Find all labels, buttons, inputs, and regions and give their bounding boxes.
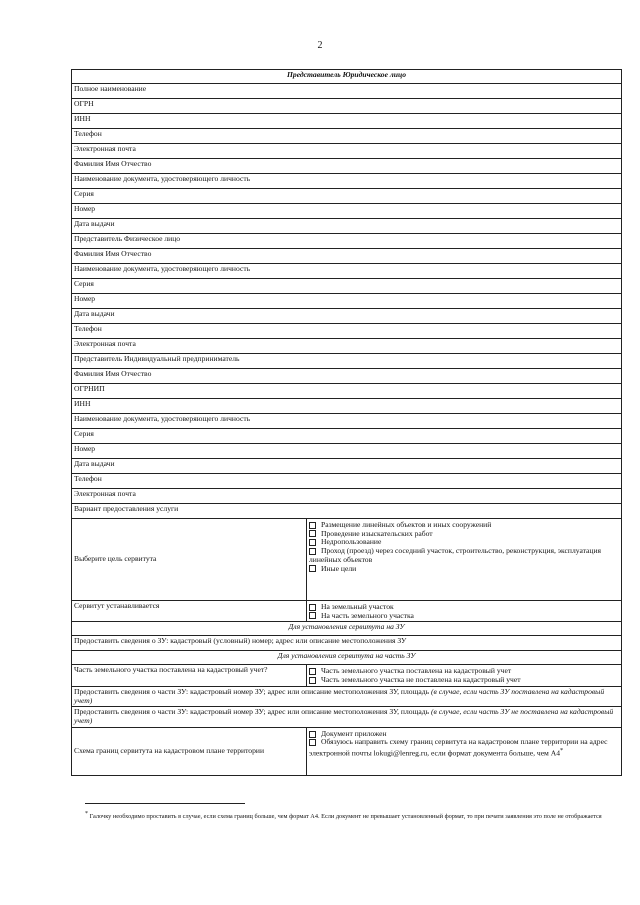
footnote-marker: * <box>85 811 88 817</box>
field-label[interactable]: ОГРН <box>72 99 622 114</box>
physical-rep-header-row <box>72 234 622 249</box>
field-label[interactable]: Телефон <box>72 129 622 144</box>
checkbox-icon[interactable] <box>309 565 316 572</box>
service-variant-label: Вариант предоставления услуги <box>72 504 622 519</box>
scheme-option[interactable]: Обязуюсь направить схему границ сервитута на кадастровом плане территории на адрес электронной почты lokugi@lenreg.ru, если формат документа больше, чем А4* <box>309 737 608 758</box>
form-row <box>72 369 622 384</box>
form-row <box>72 189 622 204</box>
checkbox-icon[interactable] <box>309 668 316 675</box>
footnote-text: Галочку необходимо проставить в случае, если схема границ больше, чем формат А4. Если документ не превышает установленный формат, то при печати заявления это поле не отображается <box>89 813 602 821</box>
form-row <box>72 429 622 444</box>
purpose-option[interactable]: Проведение изыскательских работ <box>309 530 619 539</box>
form-row <box>72 414 622 429</box>
form-row <box>72 444 622 459</box>
part-info-1-row <box>72 686 622 706</box>
field-label[interactable]: Серия <box>72 429 622 444</box>
field-label[interactable]: Наименование документа, удостоверяющего личность <box>72 264 622 279</box>
field-label[interactable]: Номер <box>72 444 622 459</box>
field-label[interactable]: Номер <box>72 204 622 219</box>
field-label[interactable]: Телефон <box>72 474 622 489</box>
servitude-option[interactable]: На часть земельного участка <box>309 612 619 621</box>
form-row <box>72 84 622 99</box>
field-label[interactable]: Дата выдачи <box>72 309 622 324</box>
field-label[interactable]: Фамилия Имя Отчество <box>72 369 622 384</box>
field-label[interactable]: Наименование документа, удостоверяющего личность <box>72 174 622 189</box>
form-row <box>72 489 622 504</box>
checkbox-icon[interactable] <box>309 731 316 738</box>
for-part-header: Для установления сервитута на часть ЗУ <box>72 651 622 665</box>
field-label[interactable]: Электронная почта <box>72 339 622 354</box>
part-registered-option[interactable]: Часть земельного участка поставлена на кадастровый учет <box>309 667 619 676</box>
for-zu-text[interactable]: Предоставить сведения о ЗУ: кадастровый (условный) номер; адрес или описание местоположения ЗУ <box>72 636 622 651</box>
form-row <box>72 399 622 414</box>
form-row <box>72 129 622 144</box>
application-form <box>71 69 622 776</box>
footnote-divider <box>85 803 245 804</box>
checkbox-icon[interactable] <box>309 539 316 546</box>
checkbox-icon[interactable] <box>309 677 316 684</box>
checkbox-icon[interactable] <box>309 548 316 555</box>
field-label[interactable]: Дата выдачи <box>72 219 622 234</box>
form-row <box>72 294 622 309</box>
ip-rep-header: Представитель Индивидуальный предприниматель <box>72 354 622 369</box>
scheme-options <box>307 727 622 775</box>
purpose-row <box>72 519 622 601</box>
purpose-option[interactable]: Недропользование <box>309 538 619 547</box>
form-row <box>72 219 622 234</box>
field-label[interactable]: Электронная почта <box>72 489 622 504</box>
for-part-header-row <box>72 651 622 665</box>
form-row <box>72 249 622 264</box>
form-row <box>72 204 622 219</box>
servitude-option[interactable]: На земельный участок <box>309 603 619 612</box>
form-row <box>72 264 622 279</box>
part-registered-options <box>307 665 622 686</box>
for-zu-header: Для установления сервитута на ЗУ <box>72 622 622 636</box>
field-label[interactable]: ОГРНИП <box>72 384 622 399</box>
legal-rep-header: Представитель Юридическое лицо <box>72 70 622 84</box>
ip-rep-header-row <box>72 354 622 369</box>
form-row <box>72 339 622 354</box>
form-row <box>72 144 622 159</box>
servitude-set-row <box>72 601 622 622</box>
purpose-label: Выберите цель сервитута <box>72 519 307 601</box>
purpose-option[interactable]: Размещение линейных объектов и иных сооружений <box>309 521 619 530</box>
for-zu-text-row <box>72 636 622 651</box>
part-info-1[interactable]: Предоставить сведения о части ЗУ: кадастровый номер ЗУ; адрес или описание местоположения ЗУ, площадь (в случае, если часть ЗУ поставлена на кадастровый учет) <box>72 686 622 706</box>
field-label[interactable]: Номер <box>72 294 622 309</box>
part-info-2-row <box>72 707 622 727</box>
part-registered-option[interactable]: Часть земельного участка не поставлена на кадастровый учет <box>309 676 619 685</box>
form-row <box>72 174 622 189</box>
field-label[interactable]: Электронная почта <box>72 144 622 159</box>
form-row <box>72 474 622 489</box>
form-row <box>72 324 622 339</box>
checkbox-icon[interactable] <box>309 604 316 611</box>
form-row <box>72 459 622 474</box>
part-registered-row <box>72 665 622 686</box>
form-row <box>72 114 622 129</box>
physical-rep-header: Представитель Физическое лицо <box>72 234 622 249</box>
part-registered-label: Часть земельного участка поставлена на кадастровый учет? <box>72 665 307 686</box>
footnote <box>85 810 605 822</box>
form-row <box>72 99 622 114</box>
service-variant-row <box>72 504 622 519</box>
part-info-2[interactable]: Предоставить сведения о части ЗУ: кадастровый номер ЗУ; адрес или описание местоположения ЗУ, площадь (в случае, если часть ЗУ не поставлена на кадастровый учет) <box>72 707 622 727</box>
field-label[interactable]: Серия <box>72 189 622 204</box>
purpose-option[interactable]: Иные цели <box>309 565 619 574</box>
checkbox-icon[interactable] <box>309 530 316 537</box>
field-label[interactable]: Полное наименование <box>72 84 622 99</box>
checkbox-icon[interactable] <box>309 739 316 746</box>
field-label[interactable]: Серия <box>72 279 622 294</box>
scheme-row <box>72 727 622 775</box>
purpose-option[interactable]: Проход (проезд) через соседний участок, строительство, реконструкция, эксплуатация линейных объектов <box>309 546 602 564</box>
form-row <box>72 159 622 174</box>
page-number: 2 <box>317 40 323 51</box>
purpose-options <box>307 519 622 601</box>
field-label[interactable]: Наименование документа, удостоверяющего личность <box>72 414 622 429</box>
checkbox-icon[interactable] <box>309 612 316 619</box>
field-label[interactable]: Дата выдачи <box>72 459 622 474</box>
field-label[interactable]: Фамилия Имя Отчество <box>72 249 622 264</box>
field-label[interactable]: Фамилия Имя Отчество <box>72 159 622 174</box>
scheme-label: Схема границ сервитута на кадастровом плане территории <box>72 727 307 775</box>
form-row <box>72 279 622 294</box>
scheme-option[interactable]: Документ приложен <box>309 730 619 739</box>
field-label[interactable]: ИНН <box>72 114 622 129</box>
legal-rep-header-row <box>72 70 622 84</box>
form-row <box>72 384 622 399</box>
for-zu-header-row <box>72 622 622 636</box>
servitude-set-label: Сервитут устанавливается <box>72 601 307 622</box>
servitude-set-options <box>307 601 622 622</box>
form-row <box>72 309 622 324</box>
checkbox-icon[interactable] <box>309 522 316 529</box>
footnote-marker: * <box>560 747 564 755</box>
field-label[interactable]: ИНН <box>72 399 622 414</box>
field-label[interactable]: Телефон <box>72 324 622 339</box>
